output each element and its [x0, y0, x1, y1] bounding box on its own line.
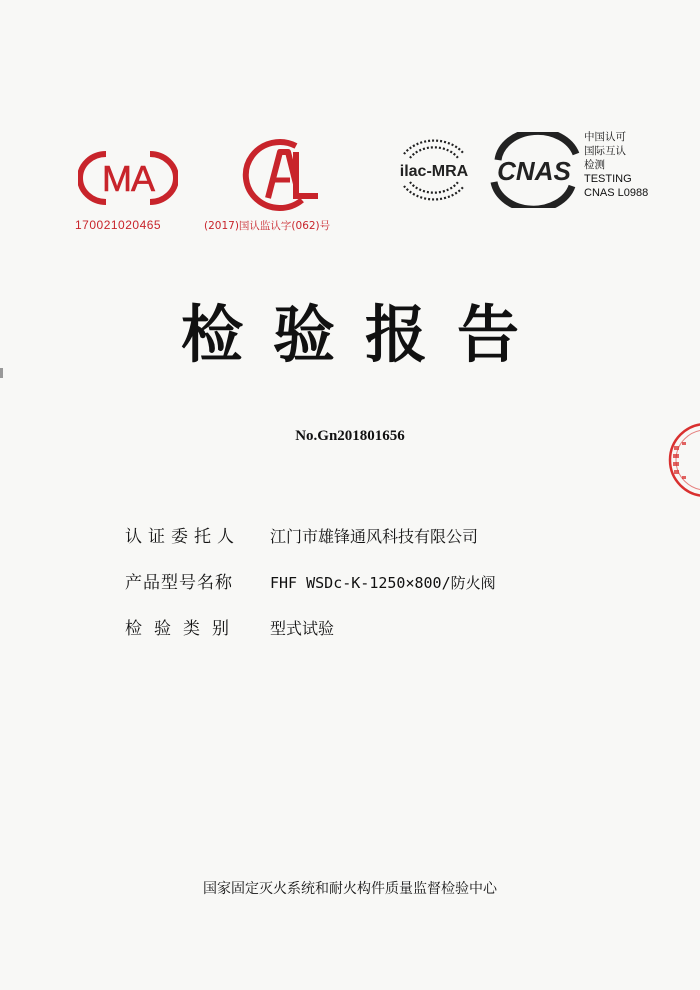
- cma-number: 170021020465: [75, 218, 162, 232]
- cnas-side-text: [584, 130, 648, 200]
- field-value: FHF WSDc-K-1250×800/防火阀: [270, 574, 496, 592]
- cnas-side-line: CNAS L0988: [584, 187, 649, 199]
- cnas-side-line: 中国认可: [584, 131, 626, 143]
- field-label: 检验类别: [125, 619, 241, 639]
- cnas-text: CNAS: [497, 156, 571, 186]
- cnas-logo-icon: [486, 132, 584, 208]
- field-row-client: [125, 522, 496, 568]
- cal-logo-icon: [236, 138, 326, 214]
- cal-caption: (2017)国认监认字(062)号: [204, 220, 331, 232]
- field-value: 江门市雄锋通风科技有限公司: [270, 527, 479, 546]
- issuing-organization: 国家固定灭火系统和耐火构件质量监督检验中心: [203, 881, 497, 897]
- ilac-mra-text: ilac-MRA: [399, 163, 469, 180]
- report-fields: [125, 522, 496, 660]
- field-label: 产品型号名称: [125, 573, 233, 593]
- field-row-product: [125, 568, 496, 614]
- ilac-mra-logo-icon: [386, 128, 482, 214]
- field-value: 型式试验: [270, 619, 335, 638]
- field-label: 认证委托人: [125, 527, 240, 547]
- svg-text:MA: MA: [102, 158, 154, 199]
- cma-logo-icon: [78, 150, 178, 206]
- cnas-side-line: 国际互认: [584, 145, 626, 157]
- report-title: 检验报告: [180, 298, 549, 371]
- stamp-icon: [660, 420, 700, 500]
- field-row-category: [125, 614, 496, 660]
- scan-edge-mark: [0, 368, 3, 378]
- cnas-side-line: TESTING: [584, 173, 632, 185]
- report-number: No.Gn201801656: [295, 428, 405, 444]
- cnas-side-line: 检测: [584, 159, 605, 171]
